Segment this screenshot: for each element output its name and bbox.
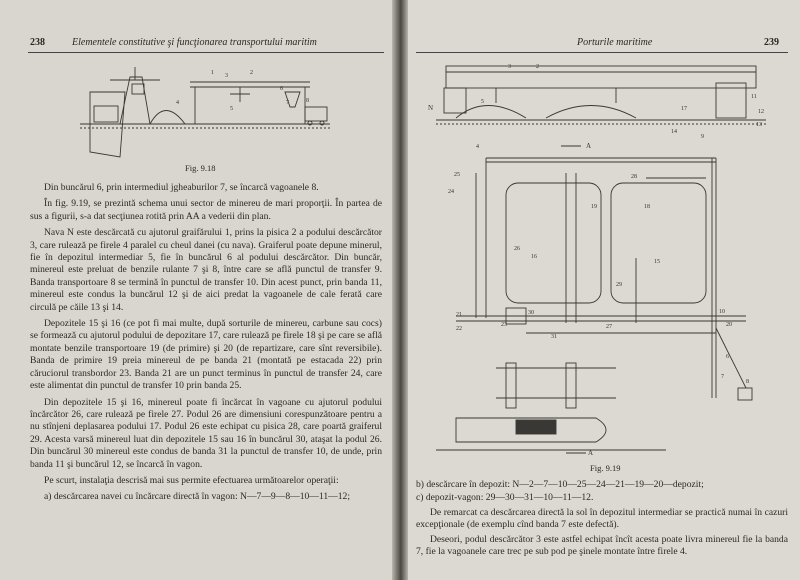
fig919-label-17: 17: [681, 106, 687, 112]
fig919-label-9: 9: [701, 134, 704, 140]
fig919-label-6: 6: [726, 354, 729, 360]
right-page-number: 239: [764, 37, 779, 48]
fig919-label-18: 18: [644, 204, 650, 210]
fig919-label-22: 22: [456, 326, 462, 332]
right-paragraph-3: De remarcat ca descărcarea directă la sol în depozitul intermediar se practică numai în cazuri excepţionale (de exemplu cînd banda 7 este defectă).: [416, 506, 788, 531]
fig919-caption: Fig. 9.19: [590, 463, 621, 473]
left-body-text: [30, 182, 382, 508]
right-header-rule: [416, 52, 788, 53]
left-paragraph-2: În fig. 9.19, se prezintă schema unui sector de minereu de mari proporţii. În partea de sus a figurii, s-a dat secţiunea rotită prin AA a vederii din plan.: [30, 198, 382, 222]
fig919-label-25: 25: [454, 172, 460, 178]
fig918-label-6: 6: [280, 86, 283, 92]
fig919-label-4: 4: [476, 144, 479, 150]
fig919-label-12: 12: [758, 109, 764, 115]
left-paragraph-3: Nava N este descărcată cu ajutorul graifărului 1, prins la pisica 2 a podului descărcător 3, care rulează pe firele 4 paralel cu cheul danei (cu nava). Graiferul poate depune minerul, fie în depozitul intermediar 5, fie în buncărul 6 al podului descărcător. Din buncăr, minereul este preluat de benzile rulante 7 şi 8, între care se află punctul de transfer 9. Banda transportoare 8 se termină în punctul de transfer 10. Din acest punct, prin banda 11, minereul este condus la buncărul 12 şi de aici predat la vagoanele de cale ferată care circulă pe căile 13 şi 14.: [30, 227, 382, 313]
right-body-text: [416, 479, 788, 562]
fig918-caption: Fig. 9.18: [185, 163, 216, 173]
left-running-head: Elementele constitutive şi funcţionarea transportului maritim: [72, 37, 317, 48]
fig919-label-30: 30: [528, 310, 534, 316]
fig919-label-16: 16: [531, 254, 537, 260]
fig918-label-4: 4: [176, 100, 179, 106]
left-paragraph-5: Din depozitele 15 şi 16, minereul poate fi încărcat în vagoane cu ajutorul podului încărcător 26, care rulează pe firele 27. Podul 26 are dimensiuni corespunzătoare pentru a nu stînjeni deplasarea podului 17. Podul 26 este echipat cu pisica 28, care poartă graiferul 29. Acesta varsă minereul luat din depozitele 15 sau 16 în buncărul 30, ataşat la podul 26. Din buncărul 30 minereul este condus de banda 31 la punctul de transfer 10, de unde, prin banda 11 şi buncărul 12, se încarcă în vagon.: [30, 396, 382, 470]
left-paragraph-6: Pe scurt, instalaţia descrisă mai sus permite efectuarea următoarelor operaţii:: [44, 474, 339, 486]
fig919-label-N: N: [428, 104, 434, 112]
right-paragraph-4: Deseori, podul descărcător 3 este astfel echipat încît acesta poate livra minereul fie la banda 7, fie la vagoanele care trec pe sub pod pe şinele montate între firele 4.: [416, 533, 788, 558]
fig919-label-5: 5: [481, 99, 484, 105]
fig918-label-8: 8: [306, 98, 309, 104]
left-page-number: 238: [30, 37, 45, 48]
book-gutter: [392, 0, 408, 580]
left-paragraph-4: Depozitele 15 şi 16 (ce pot fi mai multe, după sorturile de minereu, carbune sau cocs) se formează cu ajutorul podului de depozitare 17, care rulează pe firele 18 şi pe care se află montate benzile transportoare 19 (de primire) şi 20 (de repartizare, care sînt reversibile). Banda de primire 19 preia minereul de pe banda 21 (montată pe estacada 22) prin căruciorul transbordor 23. Banda 21 are un punct terminus în punctul de transfer 24, care este alimentat din punctul de transfer 10 prin banda 25.: [30, 318, 382, 392]
left-paragraph-1: Din buncărul 6, prin intermediul jgheaburilor 7, se încarcă vagoanele 8.: [44, 182, 319, 193]
fig919-label-29: 29: [616, 282, 622, 288]
right-paragraph-1: b) descărcare în depozit: N—2—7—10—25—24—21—19—20—depozit;: [416, 479, 704, 490]
fig918-label-2: 2: [250, 70, 253, 76]
right-page: [402, 0, 800, 580]
fig919-label-11: 11: [751, 94, 757, 100]
fig918-label-5: 5: [230, 106, 233, 112]
fig919-label-14: 14: [671, 129, 677, 135]
fig919-label-13: 13: [756, 122, 762, 128]
fig919-label-26: 26: [514, 246, 520, 252]
section-label-bottom: A: [588, 449, 594, 457]
left-page: [0, 0, 398, 580]
fig919-label-23: 23: [501, 322, 507, 328]
figure-9-19: [416, 58, 786, 468]
fig918-label-3: 3: [225, 73, 228, 79]
figure-9-18: [80, 62, 330, 172]
fig919-label-28: 28: [631, 174, 637, 180]
fig919-label-21: 21: [456, 312, 462, 318]
fig919-label-8: 8: [746, 379, 749, 385]
fig919-label-15: 15: [654, 259, 660, 265]
section-label-top: A: [586, 142, 592, 150]
fig919-label-19: 19: [591, 204, 597, 210]
left-header-rule: [28, 52, 384, 53]
fig919-label-24: 24: [448, 189, 454, 195]
fig919-label-27: 27: [606, 324, 612, 330]
right-paragraph-2: c) depozit-vagon: 29—30—31—10—11—12.: [416, 492, 594, 504]
fig919-label-20: 20: [726, 322, 732, 328]
right-running-head: Porturile maritime: [577, 37, 653, 48]
fig919-label-2: 2: [536, 64, 539, 70]
fig919-label-10: 10: [719, 309, 725, 315]
fig919-label-7: 7: [721, 374, 724, 380]
fig919-label-3: 3: [508, 64, 511, 70]
left-paragraph-7: a) descărcarea navei cu încărcare directă în vagon: N—7—9—8—10—11—12;: [44, 491, 350, 503]
fig919-label-31: 31: [551, 334, 557, 340]
fig918-label-1: 1: [211, 70, 214, 76]
fig918-label-7: 7: [286, 100, 289, 106]
